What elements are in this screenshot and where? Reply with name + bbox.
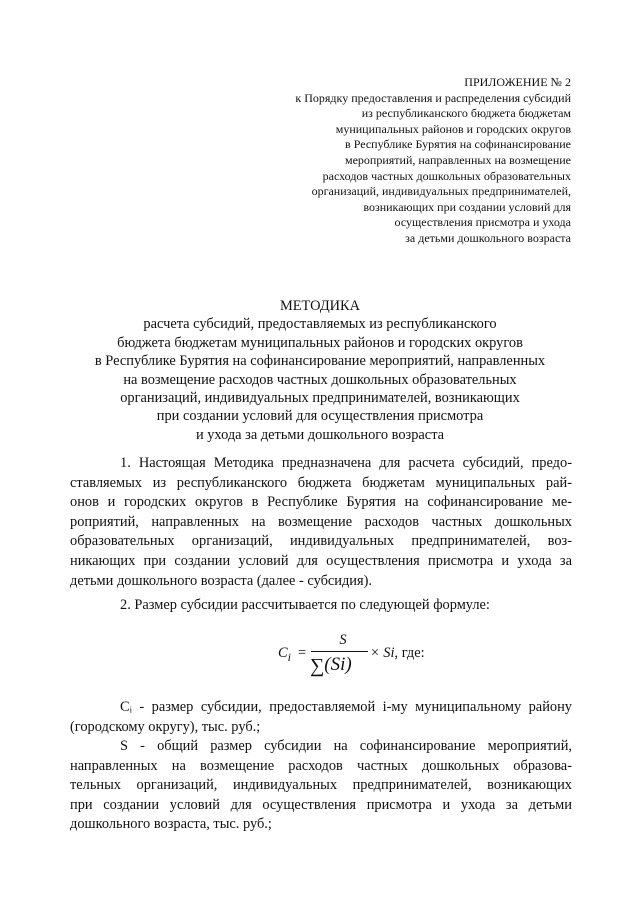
sigma-symbol: ∑ — [310, 655, 325, 677]
appendix-header — [241, 75, 571, 247]
formula-tail — [370, 645, 425, 662]
title-line: при создании условий для осуществления присмотра — [156, 408, 484, 425]
definition-line: при создании условий для осуществления присмотра и ухода за детьми — [70, 796, 572, 813]
appendix-line: мероприятий, направленных на возмещение — [345, 152, 571, 167]
appendix-line: осуществления присмотра и ухода — [394, 215, 571, 230]
definition-line: направленных на возмещение расходов частных дошкольных образова- — [70, 757, 572, 774]
paragraph-line: образовательных организаций, индивидуальных предпринимателей, воз- — [70, 533, 572, 550]
title-line: на возмещение расходов частных дошкольных образовательных — [123, 371, 517, 388]
paragraph-line: ставляемых из республиканского бюджета бюджетам муниципальных рай- — [70, 474, 572, 491]
appendix-line: организаций, индивидуальных предпринимателей, — [311, 184, 571, 199]
paragraph-2 — [70, 596, 572, 616]
document-title — [70, 297, 570, 444]
paragraph-line: 1. Настоящая Методика предназначена для расчета субсидий, предо- — [120, 455, 572, 471]
definition-s — [70, 737, 572, 835]
title-line: в Республике Бурятия на софинансирование мероприятий, направленных — [94, 353, 546, 370]
title-heading: МЕТОДИКА — [279, 298, 361, 314]
title-line: и ухода за детьми дошкольного возраста — [195, 426, 445, 443]
formula-suffix: , где: — [394, 645, 425, 661]
formula-fraction-bar — [311, 651, 368, 652]
formula-denominator-term: (Si) — [324, 654, 352, 675]
formula-denominator — [310, 653, 352, 676]
title-line: расчета субсидий, предоставляемых из республиканского — [143, 316, 497, 333]
formula-lhs-symbol: C — [278, 645, 288, 661]
definition-line: S - общий размер субсидии на софинансирование мероприятий, — [120, 738, 572, 754]
paragraph-line: роприятий, направленных на возмещение расходов частных дошкольных — [70, 513, 572, 530]
appendix-line: из республиканского бюджета бюджетам — [361, 106, 571, 121]
title-line: организаций, индивидуальных предпринимателей, возникающих — [120, 390, 520, 407]
formula-lhs-subscript: i — [287, 649, 291, 664]
definition-line: дошкольного возраста, тыс. руб.; — [70, 816, 272, 833]
appendix-line: в Республике Бурятия на софинансирование — [345, 137, 571, 152]
paragraph-line: детьми дошкольного возраста (далее - субсидия). — [70, 572, 373, 589]
subsidy-formula — [278, 632, 438, 678]
appendix-line: расходов частных дошкольных образовательных — [322, 168, 571, 183]
definition-line: тельных организаций, индивидуальных предпринимателей, возникающих — [70, 777, 572, 794]
paragraph-line: 2. Размер субсидии рассчитывается по следующей формуле: — [120, 597, 490, 613]
paragraph-line: онов и городских округов в Республике Бурятия на софинансирование ме- — [70, 494, 572, 511]
paragraph-1 — [70, 454, 572, 591]
formula-equals: = — [298, 645, 307, 661]
appendix-line: муниципальных районов и городских округов — [335, 121, 571, 136]
formula-numerator: S — [339, 632, 347, 648]
formula-lhs — [278, 645, 291, 665]
definition-line: (городскому округу), тыс. руб.; — [70, 718, 261, 735]
definition-line: Cᵢ - размер субсидии, предоставляемой i-му муниципальному району — [120, 699, 572, 715]
appendix-line: ПРИЛОЖЕНИЕ № 2 — [464, 75, 571, 89]
title-line: бюджета бюджетам муниципальных районов и городских округов — [117, 334, 523, 351]
paragraph-line: никающих при создании условий для осуществления присмотра и ухода за — [70, 552, 572, 569]
appendix-line: к Порядку предоставления и распределения субсидий — [295, 90, 571, 105]
appendix-line: возникающих при создании условий для — [363, 199, 571, 214]
formula-times-term: × Si — [370, 645, 395, 661]
definition-ci — [70, 698, 572, 737]
appendix-line: за детьми дошкольного возраста — [405, 230, 571, 245]
